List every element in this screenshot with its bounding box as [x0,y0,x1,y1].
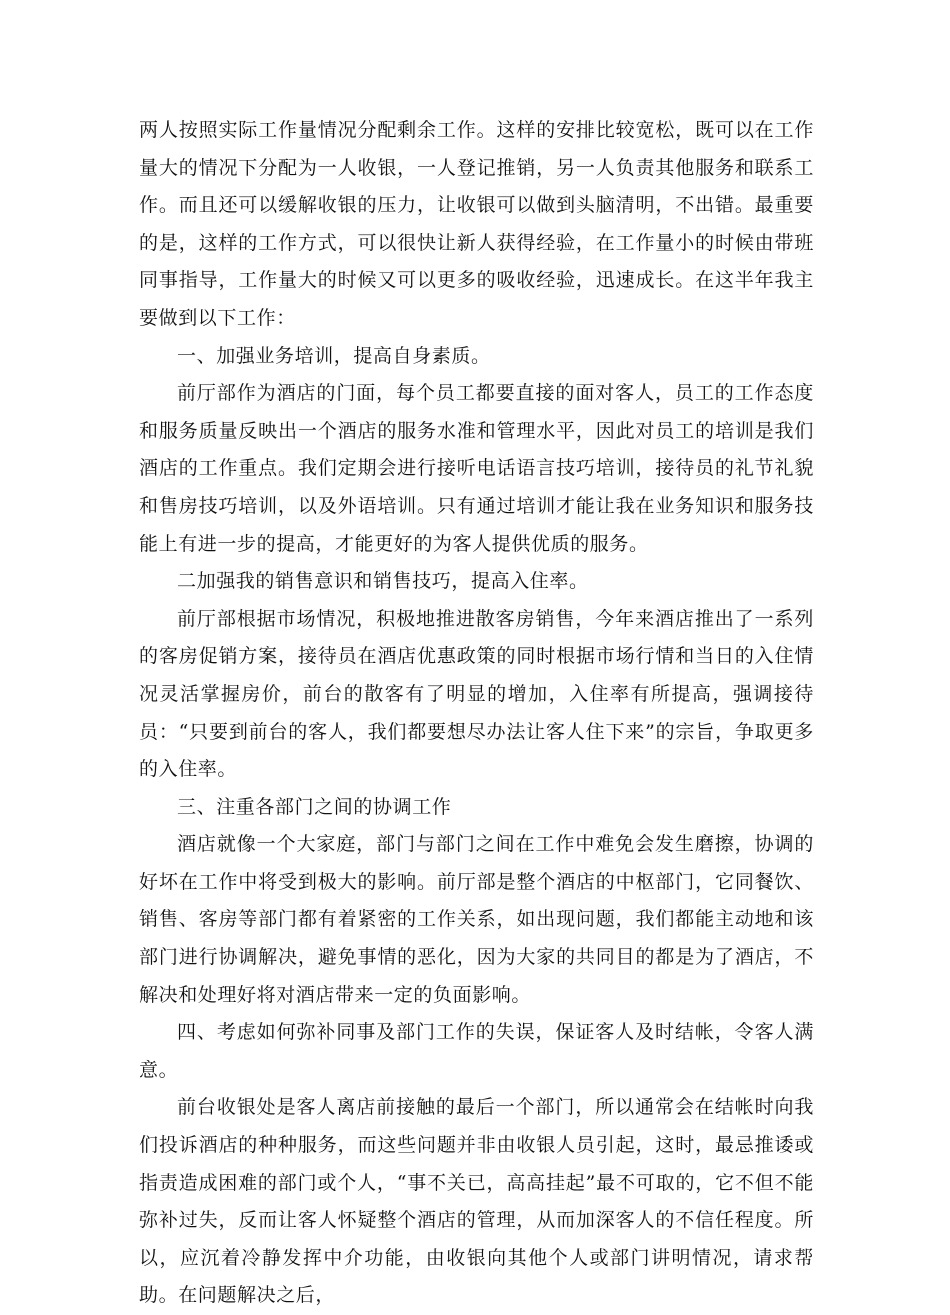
paragraph-5: 前台收银处是客人离店前接触的最后一个部门，所以通常会在结帐时向我们投诉酒店的种种服务，而这些问题并非由收银人员引起，这时，最忌推诿或指责造成困难的部门或个人，“事不关已，高高挂起”最不可取的，它不但不能弥补过失，反而让客人怀疑整个酒店的管理，从而加深客人的不信任程度。所以，应沉着冷静发挥中介功能，由收银向其他个人或部门讲明情况，请求帮助。在问题解决之后， [139,1096,814,1307]
document-body [139,112,814,1315]
section-heading-2: 二加强我的销售意识和销售技巧，提高入住率。 [177,570,589,593]
paragraph-4: 酒店就像一个大家庭，部门与部门之间在工作中难免会发生磨擦，协调的好坏在工作中将受到极大的影响。前厅部是整个酒店的中枢部门，它同餐饮、销售、客房等部门都有着紧密的工作关系，如出现问题，我们都能主动地和该部门进行协调解决，避免事情的恶化，因为大家的共同目的都是为了酒店，不解决和处理好将对酒店带来一定的负面影响。 [139,833,814,1006]
section-heading-1: 一、加强业务培训，提高自身素质。 [177,344,491,367]
section-heading-4: 四、考虑如何弥补同事及部门工作的失误，保证客人及时结帐，令客人满意。 [139,1021,814,1081]
paragraph-2: 前厅部作为酒店的门面，每个员工都要直接的面对客人，员工的工作态度和服务质量反映出一个酒店的服务水准和管理水平，因此对员工的培训是我们酒店的工作重点。我们定期会进行接听电话语言技巧培训，接待员的礼节礼貌和售房技巧培训，以及外语培训。只有通过培训才能让我在业务知识和服务技能上有进一步的提高，才能更好的为客人提供优质的服务。 [139,382,814,555]
section-heading-3: 三、注重各部门之间的协调工作 [177,795,452,818]
paragraph-3: 前厅部根据市场情况，积极地推进散客房销售，今年来酒店推出了一系列的客房促销方案，接待员在酒店优惠政策的同时根据市场行情和当日的入住情况灵活掌握房价，前台的散客有了明显的增加，入住率有所提高，强调接待员：“只要到前台的客人，我们都要想尽办法让客人住下来”的宗旨，争取更多的入住率。 [139,607,814,781]
paragraph-1: 两人按照实际工作量情况分配剩余工作。这样的安排比较宽松，既可以在工作量大的情况下分配为一人收银，一人登记推销，另一人负责其他服务和联系工作。而且还可以缓解收银的压力，让收银可以做到头脑清明，不出错。最重要的是，这样的工作方式，可以很快让新人获得经验，在工作量小的时候由带班同事指导，工作量大的时候又可以更多的吸收经验，迅速成长。在这半年我主要做到以下工作： [139,119,814,329]
